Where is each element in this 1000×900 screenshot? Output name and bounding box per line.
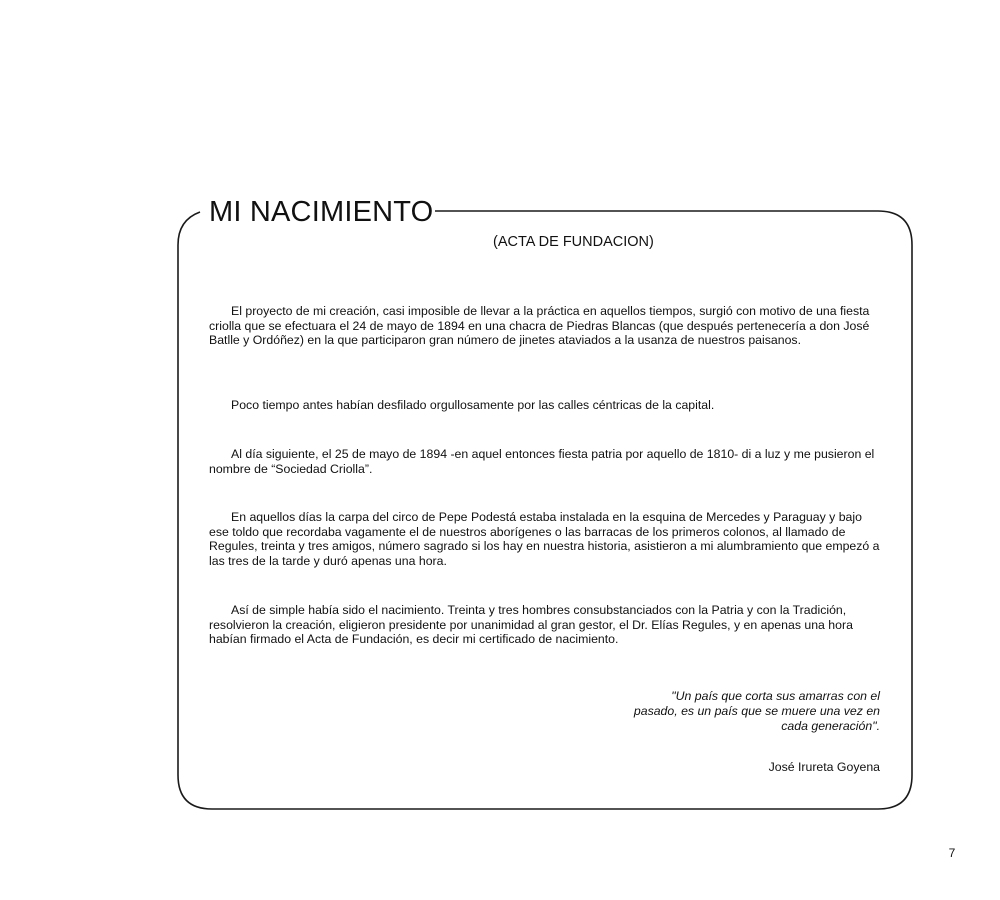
section-subtitle: (ACTA DE FUNDACION) [493,234,654,250]
paragraph-2: Poco tiempo antes habían desfilado orgullosamente por las calles céntricas de la capital. [231,398,715,412]
page-number: 7 [948,846,956,860]
quote-line-2: pasado, es un país que se muere una vez en [633,704,880,718]
epigraph-quote [600,689,880,734]
paragraph-3: Al día siguiente, el 25 de mayo de 1894 -en aquel entonces fiesta patria por aquello de 1810- di a luz y me pusieron el nombre de “Sociedad Criolla”. [209,447,875,476]
quote-line-3: cada generación". [781,719,880,733]
section-title: MI NACIMIENTO [209,192,435,232]
paragraph-4: En aquellos días la carpa del circo de Pepe Podestá estaba instalada en la esquina de Mercedes y Paraguay y bajo ese toldo que recordaba vagamente el de nuestros aborígenes o las barracas de los primeros colonos, al llamado de Regules, treinta y tres amigos, número sagrado si los hay en nuestra historia, asistieron a mi alumbramiento que empezó a las tres de la tarde y duró apenas una hora. [209,510,880,568]
paragraph-1: El proyecto de mi creación, casi imposible de llevar a la práctica en aquellos tiempos, surgió con motivo de una fiesta criolla que se efectuara el 24 de mayo de 1894 en una chacra de Piedras Blancas (que después pertenecería a don José Batlle y Ordóñez) en la que participaron gran número de jinetes ataviados a la usanza de nuestros paisanos. [209,304,870,348]
quote-line-1: "Un país que corta sus amarras con el [671,689,880,703]
paragraph-5: Así de simple había sido el nacimiento. Treinta y tres hombres consubstanciados con la Patria y con la Tradición, resolvieron la creación, eligieron presidente por unanimidad al gran gestor, el Dr. Elías Regules, y en apenas una hora habían firmado el Acta de Fundación, es decir mi certificado de nacimiento. [209,603,853,647]
quote-author: José Irureta Goyena [768,760,880,774]
